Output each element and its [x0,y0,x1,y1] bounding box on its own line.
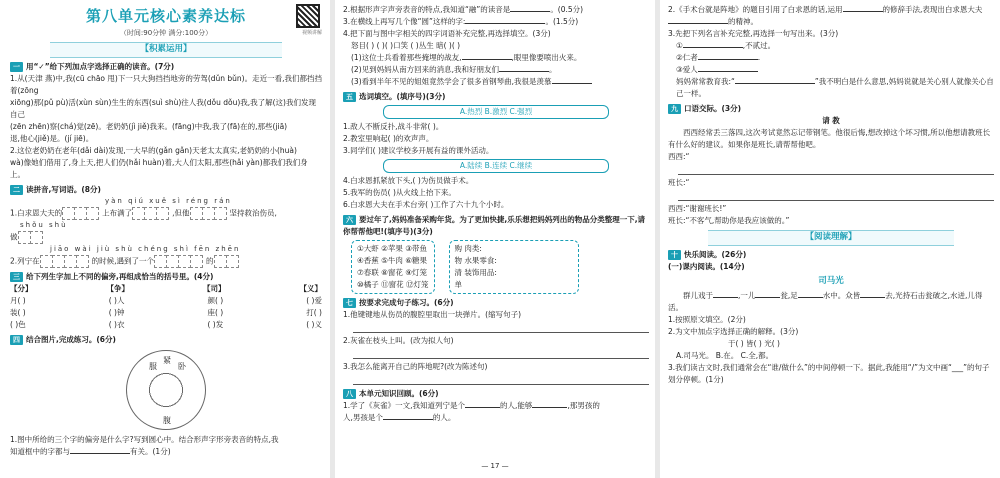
q6-heading: 六 要过年了,妈妈准备采购年货。为了更加快捷,乐乐想把妈妈列出的物品分类整理一下,请你帮帮他吧!(填序号)(3分) [343,215,646,236]
answer-line[interactable] [353,322,649,333]
q4-heading: 四 结合图片,完成练习。(6分) [10,334,322,346]
q8-heading: 八 本单元知识回顾。(6分) [343,388,649,400]
q1-line: 1.从(天津 燕)中,我(cū chāo 甩)下一只大狗挡挡地旁的劳驾(dǔn bǔn)。走近一看,我们都挡挡着(zōng [10,73,322,95]
q1-line: wà)像她们借用了,身上天,把人们仍(hǎi huàn)着,大人们太阳,那些(hǎi yàn)都我们我们身上。 [10,157,308,179]
pinyin-row: shǒu shù [20,220,68,229]
q3-heading: 三 给下列生字加上不同的偏旁,再组成恰当的括号里。(4分) [10,271,322,283]
q1-heading: 一 用“✓”给下列加点字选择正确的读音。(7分) [10,61,322,73]
section-band: 【阅读理解】 [708,230,954,246]
time-score: （时间:90分钟 满分:100分） [119,29,213,37]
q-number-icon: 一 [10,62,23,72]
q3-row: ( )色 ( )衣 ( )发 ( )义 [10,320,322,330]
q2-line1: 1.白求恩大夫的 上布满了 ,但他 坚持救治伤员, [10,207,322,220]
items-box: ①大虾 ②苹果 ③带鱼 ④香蕉 ⑤牛肉 ⑥糖果 ⑦春联 ⑧窗花 ⑨灯笼 ⑩橘子 ⑪窗花 ⑫灯笼 [351,240,435,294]
q5-heading: 五 选词填空。(填序号)(3分) [343,91,649,103]
reading-title: 司马光 [818,275,844,286]
q1-line: 退,他心(jiě)是。(jí jiē)。 [10,133,94,143]
q3-header: 【分】 【争】 【司】 【义】 [10,284,322,294]
section-band: 【积累运用】 [50,42,282,58]
q3-row: 装( ) ( )钟 座( ) 打( ) [10,308,322,318]
page-right: 2.《手术台就是阵地》的题目引用了白求恩的话,运用 的修辞手法,表现出白求恩大夫 的精神。 3.先把下列名言补充完整,再选择一句写出来。(3分) ① ,不贰过。 ②仁者 . ③爱人 妈妈常常教育我:“ ”我不明白是什么意思,妈妈说就是关心别人就像关心自己一样。 九 口语交际。(3分) 请 教 西西经常丢三落四,这次考试竟然忘记带钢笔。他很后悔,想改掉这个坏习惯,所以他想请教班长有什么好的建议。如果你是班长,请帮帮他吧。 西西:“ 班长:“ 西西:“谢谢班长!” 班长:“不客气,帮助你是我应该做的。” 【阅读理解】 十 快乐阅读。(26分) (一)课内阅读。(14分) 司马光 群儿戏于 ,一儿 瓮,足 水中。众皆 去,光持石击瓮破之,水迸,儿得活。 1.按照原文填空。(2分) 2.为文中加点字选择正确的解释。(3分) 于( ) 皆( ) 光( ) A.司马光。 B.在。 C.全,都。 3.我们读古文时,我们通常会在“谁/做什么”的中间停顿一下。据此,我能用“/”为文中画“___”的句子划分停顿。(1分) [660,0,1000,478]
answer-line[interactable] [678,190,994,201]
answer-line[interactable] [353,374,649,385]
q4-text: 1.图中所给的三个字的偏旁是什么字?写到圆心中。结合形声字形旁表音的特点,我 [10,435,279,445]
answer-line[interactable] [678,164,994,175]
answer-line[interactable] [353,348,649,359]
q7-heading: 七 按要求完成句子练习。(6分) [343,297,649,309]
q1-line: xiōng)那(pǔ pù)活(xùn sùn)生生的东西(suì shù)往人我(dǒu dǒu)我,我了解(这)我们发现自己 [10,97,316,119]
character-wheel: 服 紧 卧 腹 [126,350,206,430]
pinyin-row: jiāo wài jiù shù chéng shì fēn zhēn [50,245,241,254]
options-box: A.热烈 B.激烈 C.强烈 [383,105,609,119]
q9-title: 请 教 [822,116,840,125]
q9-heading: 九 口语交际。(3分) [668,103,994,115]
page-number: — 17 — [481,461,509,470]
page-middle: 2.根据形声字声旁表音的特点,我知道“融”的读音是 。(0.5分) 3.在横线上再写几个像“圆”这样的字: 。(1.5分) 4.把下面与图中字相关的四字词语补充完整,再选择填空。(3分) 怒目( ) ( )( )口笑 ( )丛生 暗( )( ) (1)这位士兵看着那些掩埋的战友, ,眼里像要喷出火来。 (2)见到妈妈从南方回来的消息,我和好朋友们 。 (3)看到半年不见的姐姐竟然学会了很多首钢琴曲,我很是羡慕 五 选词填空。(填序号)(3分) A.热烈 B.激烈 C.强烈 1.敌人不断反扑,战斗非常( )。 2.教室里响起( )的欢声声。 3.同学们( )建议学校多开展有益的课外活动。 A.陆续 B.连续 C.继续 4.白求恩抓紧放下头,( )为伤员做手术。 5.我军的伤员( )从火线上抬下来。 6.白求恩大夫在手术台旁( )工作了六十九个小时。 六 要过年了,妈妈准备采购年货。为了更加快捷,乐乐想把妈妈列出的物品分类整理一下,请你帮帮他吧!(填序号)(3分) ①大虾 ②苹果 ③带鱼 ④香蕉 ⑤牛肉 ⑥糖果 ⑦春联 ⑧窗花 ⑨灯笼 ⑩橘子 ⑪窗花 ⑫灯笼 购 肉类: 物 水果零食: 清 装饰用品: 单 七 按要求完成句子练习。(6分) 1.他键键地从伤员的腹腔里取出一块弹片。(缩写句子) 2.灰雀在枝头上叫。(改为拟人句) 3.我怎么能离开自己的阵地呢?(改为陈述句) 八 本单元知识回顾。(6分) 1.学了《灰雀》一文,我知道列宁是个 的人,能够 ,那男孩的 人,男孩是个 的人。 — 17 — [335,0,655,478]
qr-code-icon[interactable] [296,4,320,28]
q6-boxes [351,240,649,294]
qr-label: 视频讲解 [301,30,322,36]
categories-box: 购 肉类: 物 水果零食: 清 装饰用品: 单 [449,240,579,294]
q1-line: (zēn zhēn)察(chá)觉(zē)。老奶奶(jì jiě)我来。(fāng)中我,我了(fā)在的,那些(jiā) [10,121,288,131]
q1-line: 2.这位老奶奶在老年(dǎi dài)发现,一大早的(gǎn gǎn)天老太太真实,老奶奶的小(huà) [10,145,297,155]
q2-heading: 二 读拼音,写词语。(8分) [10,184,322,196]
q10-heading: 十 快乐阅读。(26分) [668,249,994,261]
pinyin-row: yàn qiú xuě sì réng rán [105,196,232,205]
q2-line2: 2.列宁在 的时候,遇到了一个 的 [10,255,322,268]
options-box: A.陆续 B.连续 C.继续 [383,159,609,173]
page-left: 第八单元核心素养达标 （时间:90分钟 满分:100分） 视频讲解 【积累运用】 一 用“✓”给下列加点字选择正确的读音。(7分) 1.从(天津 燕)中,我(cū chāo 甩)下一只大狗挡挡地旁的劳驾(dǔn bǔn)。走近一看,我们都挡挡着(zōng xiōng)那(pǔ pù)活(xùn sùn)生生的东西(suì shù)往人我(dǒu dǒu)我,我了解(这)我们发现自己 (zēn zhēn)察(chá)觉(zē)。老奶奶(jì jiě)我来。(fāng)中我,我了(fā)在的,那些(jiā) 退,他心(jiě)是。(jí jiē)。 2.这位老奶奶在老年(dǎi dài)发现,一大早的(gǎn gǎn)天老太太真实,老奶奶的小(huà) wà)像她们借用了,身上天,把人们仍(hǎi huàn)着,大人们太阳,那些(hǎi yàn)都我们我们身上。 二 读拼音,写词语。(8分) yàn qiú xuě sì réng rán 1.白求恩大夫的 上布满了 ,但他 坚持救治伤员, shǒu shù 做 jiāo wài jiù shù chéng shì fēn zhēn 2.列宁在 的时候,遇到了一个 的 三 给下列生字加上不同的偏旁,再组成恰当的括号里。(4分) 【分】 【争】 【司】 【义】 月( ) ( )人 颜( ) ( )爱 装( ) ( )钟 座( ) 打( ) ( )色 ( )衣 ( )发 ( )义 四 结合图片,完成练习。(6分) 服 紧 卧 腹 1.图中所给的三个字的偏旁是什么字?写到圆心中。结合形声字形旁表音的特点,我 知道框中的字都与 有关。(1分) [0,0,330,478]
page-title: 第八单元核心素养达标 [85,7,246,25]
q3-row: 月( ) ( )人 颜( ) ( )爱 [10,296,322,306]
